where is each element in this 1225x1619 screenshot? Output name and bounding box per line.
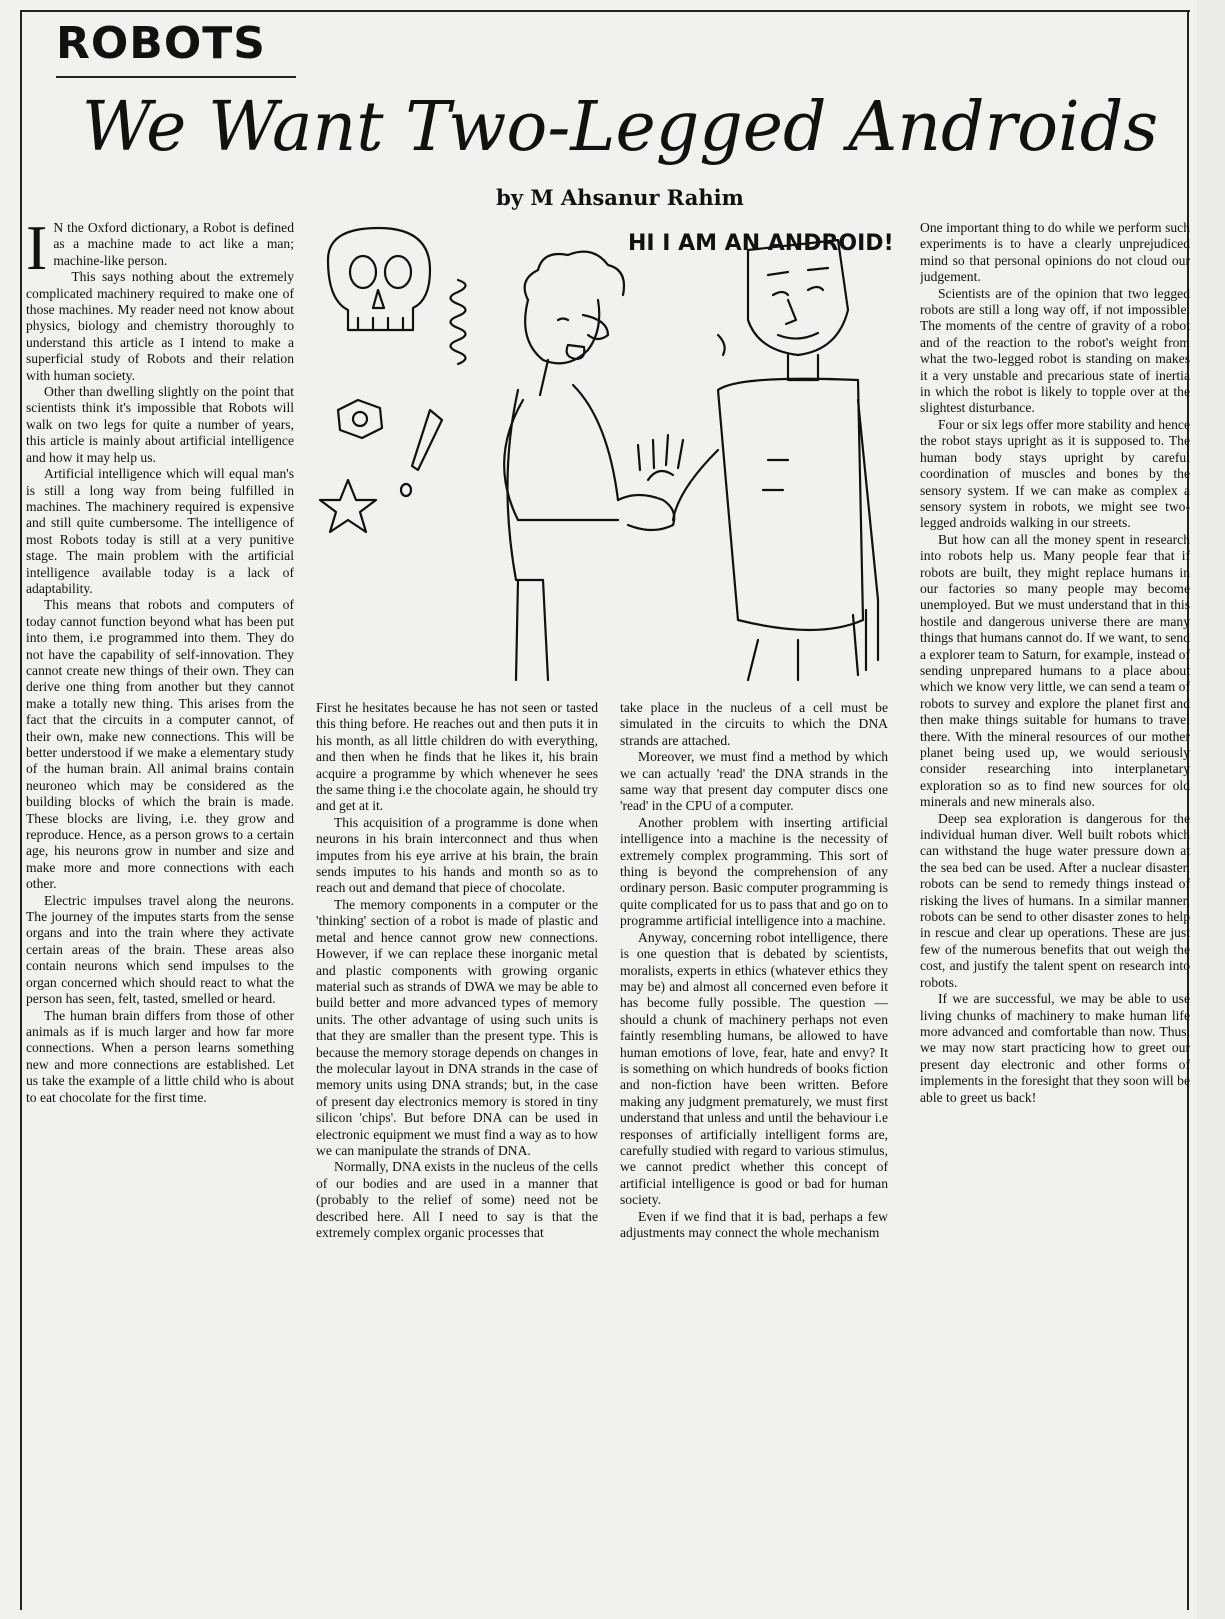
paragraph: This acquisition of a programme is done when neurons in his brain interconnect and thus when imputes from his eye arrive at his brain, the brain sends imputes to his hands and month so as to reach out and demand that piece of chocolate. — [316, 814, 598, 896]
exclamation-icon — [401, 410, 442, 496]
paragraph: Four or six legs offer more stability and hence the robot stays upright as it is supposed to. The human body stays upright by careful coordination of muscles and bones by the sensory system. If we can make as complex a sensory system in robots, we might see two-legged androids walking in our streets. — [920, 416, 1190, 531]
article-column-4 — [920, 220, 1190, 1604]
spring-icon — [451, 280, 466, 364]
boy-figure — [504, 252, 624, 680]
paragraph: Scientists are of the opinion that two legged robots are still a long way off, if not impossible. The moments of the centre of gravity of a robot and of the reaction to the robot's weight from what the two-legged robot is standing on makes it a very unstable and precarious state of inertia in which the robot is likely to topple over at the slightest disturbance. — [920, 285, 1190, 416]
paragraph: Other than dwelling slightly on the point that scientists think it's impossible that Robots will walk on two legs for quite a number of years, this article is mainly about artificial intelligence and how it may help us. — [26, 384, 294, 465]
paragraph: Deep sea exploration is dangerous for the individual human diver. Well built robots which can withstand the huge water pressure down at the sea bed can be used. After a nuclear disaster, robots can be send to remedy things instead of risking the lives of humans. In a similar manner, robots can be send to other disaster zones to help in rescue and clear up operations. These are just few of the numerous benefits that out weigh the cost, and justify the talent spent on research into robots. — [920, 810, 1190, 990]
paragraph: First he hesitates because he has not seen or tasted this thing before. He reaches out and then puts it in his month, as all little children do with everything, and then when he finds that he likes it, his brain acquire a programme by which whenever he sees the same thing i.e the chocolate again, he should try and get at it. — [316, 700, 598, 814]
cartoon-caption: HI I AM AN ANDROID! — [628, 231, 894, 256]
drop-cap: I — [26, 220, 48, 283]
cartoon-illustration — [318, 220, 898, 690]
article-column-1 — [26, 220, 294, 1604]
skull-icon — [328, 228, 430, 330]
paragraph: Normally, DNA exists in the nucleus of the cells of our bodies and are used in a manner that (probably to the relief of some) need not be described here. All I need to say is that the extremely complex organic processes that — [316, 1159, 598, 1240]
paragraph: Moreover, we must find a method by which we can actually 'read' the DNA strands in the same way that present day computer discs one 'read' in the CPU of a computer. — [620, 749, 888, 814]
star-icon — [320, 480, 376, 532]
paragraph: The human brain differs from those of other animals as if is much larger and how far more connections. When a person learns something new and more connections are established. Let us take the example of a little child who is about to eat chocolate for the first time. — [26, 1007, 294, 1105]
paragraph: Even if we find that it is bad, perhaps a few adjustments may connect the whole mechanism — [620, 1208, 888, 1240]
nut-icon — [338, 400, 382, 438]
paragraph: Another problem with inserting artificial intelligence into a machine is the necessity of extremely complex programming. This sort of thing is beyond the comprehension of any ordinary person. Basic computer programming is quite complicated for us to pass that and go on to programme artificial intelligence into a machine. — [620, 814, 888, 929]
article-column-2 — [316, 700, 598, 1604]
paragraph: One important thing to do while we perform such experiments is to have a clearly unprejudiced mind so that personal opinions do not cloud our judgement. — [920, 220, 1190, 285]
paragraph: N the Oxford dictionary, a Robot is defined as a machine made to act like a man; machine-like person. — [53, 220, 294, 268]
adjacent-page-edge — [1197, 0, 1225, 1619]
section-label: ROBOTS — [56, 18, 266, 69]
paragraph: Artificial intelligence which will equal man's is still a long way from being fulfilled in machines. The machinery required is expensive and still quite cumbersome. The intelligence of most Robots today is still at a very punitive stage. The main problem with the artificial intelligence available today is a lack of adaptability. — [26, 466, 294, 596]
paragraph: This means that robots and computers of today cannot function beyond what has been put into them, i.e programmed into them. They do not have the capability of self-innovation. They cannot create new things of their own. They can derive one thing from another but they cannot make a totally new thing. This arises from the fact that the circuits in a computer cannot, of their own, make new connections. This will be better understood if we make a elementary study of the human brain. All animal brains contain neuroneo which may be considered as the building blocks of which the brain is made. These blocks are living, i.e. they grow and reproduce. Hence, as a person grows to a certain age, his neurons grow in number and size and make more and more connections with each other. — [26, 597, 294, 892]
headline: We Want Two-Legged Androids — [81, 88, 1159, 167]
byline: by M Ahsanur Rahim — [496, 185, 744, 210]
android-figure — [673, 240, 878, 680]
paragraph: This says nothing about the extremely complicated machinery required to make one of those machines. My reader need not know about physics, biology and chemistry thoroughly to understand this article as I intend to make a superficial study of Robots and their relation with human society. — [26, 269, 294, 383]
paragraph: Anyway, concerning robot intelligence, there is one question that is debated by scientists, moralists, experts in ethics (whatever ethics they may be) and almost all concerned even before it has become fully possible. The question — should a chunk of machinery perhaps not even faintly resembling humans, be allowed to have human emotions of love, fear, hate and envy? It is something on which hundreds of books fiction and non-fiction have been written. Before making any judgment prematurely, we must first understand that unless and until the behaviour i.e responses of artificially intelligent forms are, carefully studied with regard to various stimulus, we cannot predict whether this concept of artificial intelligence is good or bad for human society. — [620, 929, 888, 1208]
paragraph: The memory components in a computer or the 'thinking' section of a robot is made of plastic and metal and hence cannot grow new connections. However, if we can replace these inorganic metal and plastic components with growing organic material such as strands of DWA we may be able to build better and more advanced types of memory units. The other advantage of using such units is that they are smaller than the present type. This is because the memory storage depends on changes in the molecular layout in DNA strands in the case of memory units using DNA strands; but, in the case of present day electronics memory is stored in tiny silicon 'chips'. But before DNA can be used in electronic equipment we must find a way as to how we can manipulate the strands of DNA. — [316, 896, 598, 1158]
paragraph: But how can all the money spent in research into robots help us. Many people fear that if robots are built, they might replace humans in our factories so many people may become unemployed. But we must understand that in this hostile and dangerous universe there are many things that humans cannot do. If we want, to send a explorer team to Saturn, for example, instead of sending unprepared humans to a place about which we know very little, we can send a team of robots to survey and explore the planet first and then make things suitable for humans to travel there. With the mineral resources of our mother planet being used up, we would seriously consider researching into interplanetary exploration so as to find new sources for old minerals and new minerals also. — [920, 531, 1190, 810]
paragraph: take place in the nucleus of a cell must be simulated in the circuits to which the DNA strands are attached. — [620, 700, 888, 748]
paragraph: Electric impulses travel along the neurons. The journey of the imputes starts from the sense organs and into the train where they activate certain areas of the brain. These areas also contain neurons which send impulses to the organ concerned which should react to what the person has seen, felt, tasted, smelled or heard. — [26, 892, 294, 1007]
section-rule — [56, 76, 296, 78]
article-column-3 — [620, 700, 888, 1604]
paragraph: If we are successful, we may be able to use living chunks of machinery to make human life more advanced and comfortable than now. Thus, we may now start practicing how to greet our present day electronic and other forms of implements in the foresight that they soon will be able to greet us back! — [920, 991, 1190, 1105]
